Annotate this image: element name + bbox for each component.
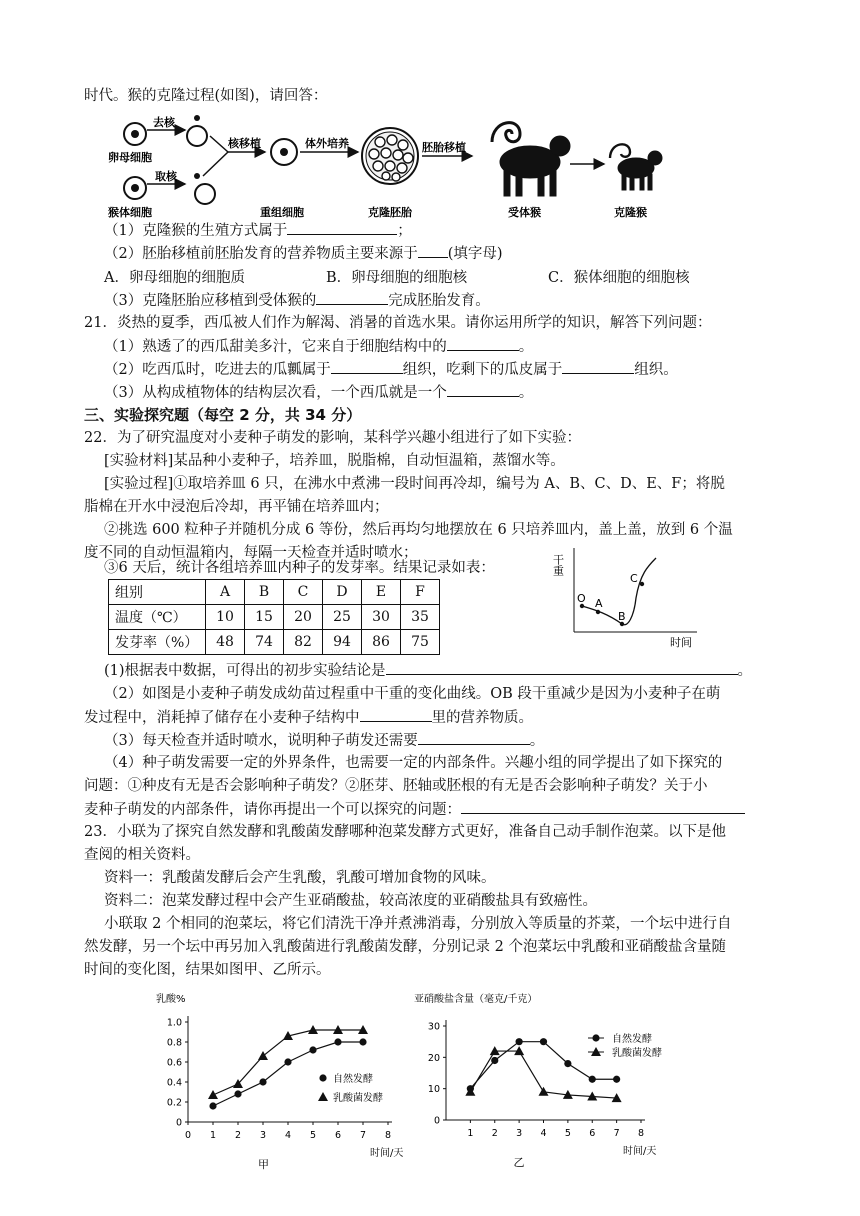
answer-blank[interactable] xyxy=(316,288,388,305)
data-point xyxy=(259,1078,266,1085)
reconstructed-cell-label: 重组细胞 xyxy=(260,206,304,219)
y-tick-label: 0 xyxy=(433,1115,440,1127)
legend-label: 自然发酵 xyxy=(333,1074,373,1085)
table-cell: 温度（℃） xyxy=(109,605,206,630)
x-tick-label: 5 xyxy=(309,1130,317,1141)
in-vitro-culture-label: 体外培养 xyxy=(305,137,349,150)
q22-s2: （2）如图是小麦种子萌发成幼苗过程重中干重的变化曲线。OB 段干重减少是因为小麦种子在萌 xyxy=(104,686,721,702)
x-tick-label: 3 xyxy=(259,1130,267,1141)
point-c-label: C xyxy=(630,572,638,585)
x-tick-label: 8 xyxy=(637,1128,645,1139)
x-tick-label: 5 xyxy=(564,1128,571,1139)
x-tick-label: 4 xyxy=(284,1130,292,1141)
table-cell: 30 xyxy=(362,605,401,630)
cloned-embryo-label: 克隆胚胎 xyxy=(368,206,412,219)
recipient-monkey-icon xyxy=(492,123,570,196)
y-tick-label: 0 xyxy=(175,1117,182,1129)
dry-weight-graph xyxy=(552,540,702,650)
answer-blank[interactable] xyxy=(386,658,738,675)
option-b[interactable]: B．卵母细胞的细胞核 xyxy=(326,270,468,286)
egg-cell-icon xyxy=(124,123,146,145)
q23-para-c: 时间的变化图，结果如图甲、乙所示。 xyxy=(84,962,331,978)
table-cell: 35 xyxy=(401,605,440,630)
q23-para: 小联取 2 个相同的泡菜坛，将它们清洗干净并煮沸消毒，分别放入等质量的芥菜，一个坛中进行自 xyxy=(104,916,732,932)
graph-xlabel: 时间 xyxy=(670,636,692,649)
data-point xyxy=(540,1038,547,1045)
answer-blank[interactable] xyxy=(447,334,519,351)
table-cell: 10 xyxy=(206,605,245,630)
chart-xlabel: 时间/天 xyxy=(370,1148,404,1159)
remove-nucleus-label: 去核 xyxy=(153,116,175,129)
q22-process3: ③6 天后，统计各组培养皿内种子的发芽率。结果记录如表： xyxy=(104,560,495,576)
q22-process2b: 度不同的自动恒温箱内，每隔一天检查并适时喷水； xyxy=(84,545,418,561)
q21-s2: （2）吃西瓜时，吃进去的瓜瓤属于 组织，吃剩下的瓜皮属于 组织。 xyxy=(104,357,804,382)
point-o-label: O xyxy=(577,592,586,605)
table-row xyxy=(109,630,440,655)
answer-blank[interactable] xyxy=(418,241,448,258)
q22-process2: ②挑选 600 粒种子并随机分成 6 等份，然后再均匀地摆放在 6 只培养皿内，盖上盖，放到 6 个温 xyxy=(104,522,733,538)
table-cell: F xyxy=(401,580,440,605)
enucleated-egg-icon xyxy=(187,126,207,146)
data-point xyxy=(284,1058,291,1065)
q23-para-b: 然发酵，另一个坛中再另加入乳酸菌进行乳酸菌发酵，分别记录 2 个泡菜坛中乳酸和亚硝酸盐含量随 xyxy=(84,939,726,955)
data-point xyxy=(309,1046,316,1053)
clone-diagram xyxy=(100,112,700,218)
data-point xyxy=(334,1038,341,1045)
data-point xyxy=(359,1038,366,1045)
q22-stem: 22．为了研究温度对小麦种子萌发的影响，某科学兴趣小组进行了如下实验： xyxy=(84,430,581,446)
table-cell: 组别 xyxy=(109,580,206,605)
q22-s2b: 发过程中，消耗掉了储存在小麦种子结构中 里的营养物质。 xyxy=(84,705,784,730)
germination-table xyxy=(108,579,440,655)
q20-options xyxy=(104,266,784,287)
x-tick-label: 1 xyxy=(467,1128,474,1139)
data-point xyxy=(516,1038,523,1045)
table-cell: E xyxy=(362,580,401,605)
table-cell: 82 xyxy=(284,630,323,655)
chart-caption: 乙 xyxy=(513,1156,525,1169)
q22-s3: （3）每天检查并适时喷水，说明种子萌发还需要 。 xyxy=(104,728,804,753)
data-point xyxy=(258,1051,268,1060)
x-tick-label: 6 xyxy=(589,1128,596,1139)
q22-process1b: 脂棉在开水中浸泡后冷却，再平铺在培养皿内； xyxy=(84,499,389,515)
table-cell: D xyxy=(323,580,362,605)
q22-s4: （4）种子萌发需要一定的外界条件，也需要一定的内部条件。兴趣小组的同学提出了如下探究的 xyxy=(104,755,723,771)
chart-ylabel: 亚硝酸盐含量（毫克/千克） xyxy=(414,994,538,1005)
removed-nucleus-dot xyxy=(194,115,200,121)
x-tick-label: 3 xyxy=(516,1128,523,1139)
answer-blank[interactable] xyxy=(287,218,397,235)
q22-s4b: 问题：①种皮有无是否会影响种子萌发？②胚芽、胚轴或胚根的有无是否会影响种子萌发？关于小 xyxy=(84,778,708,794)
data-point xyxy=(589,1076,596,1083)
x-tick-label: 7 xyxy=(613,1128,620,1139)
q21-s3: （3）从构成植物体的结构层次看，一个西瓜就是一个 。 xyxy=(104,380,804,405)
option-a[interactable]: A．卵母细胞的细胞质 xyxy=(104,270,245,286)
q22-s1: (1)根据表中数据，可得出的初步实验结论是 。 xyxy=(104,658,804,683)
q22-process1: [实验过程]①取培养皿 6 只，在沸水中煮沸一段时间再冷却，编号为 A、B、C、D、E、F；将脱 xyxy=(104,476,725,492)
answer-blank[interactable] xyxy=(360,705,432,722)
chart-xlabel: 时间/天 xyxy=(623,1146,657,1157)
legend-label: 乳酸菌发酵 xyxy=(333,1093,383,1104)
taken-nucleus-dot xyxy=(194,173,200,179)
legend-marker xyxy=(319,1074,326,1081)
point-a-label: A xyxy=(595,597,603,610)
answer-blank[interactable] xyxy=(562,357,634,374)
table-cell: B xyxy=(245,580,284,605)
table-cell: 25 xyxy=(323,605,362,630)
egg-cell-label: 卵母细胞 xyxy=(108,151,152,164)
table-cell: A xyxy=(206,580,245,605)
cloned-monkey-label: 克隆猴 xyxy=(614,206,647,219)
cloned-monkey-icon xyxy=(610,144,662,190)
data-point xyxy=(539,1087,549,1096)
y-tick-label: 30 xyxy=(427,1021,440,1033)
y-tick-label: 0.4 xyxy=(166,1077,182,1089)
table-cell: 20 xyxy=(284,605,323,630)
q23-data2: 资料二：泡菜发酵过程中会产生亚硝酸盐，较高浓度的亚硝酸盐具有致癌性。 xyxy=(104,893,597,909)
answer-blank[interactable] xyxy=(447,380,519,397)
legend-marker xyxy=(318,1092,328,1101)
table-cell: 发芽率（%） xyxy=(109,630,206,655)
data-point xyxy=(209,1102,216,1109)
nuclear-transfer-label: 核移植 xyxy=(228,137,261,150)
answer-blank[interactable] xyxy=(331,357,403,374)
data-point xyxy=(564,1060,571,1067)
y-tick-label: 1.0 xyxy=(166,1017,182,1029)
point-b-label: B xyxy=(618,610,626,623)
q21-s1: （1）熟透了的西瓜甜美多汁，它来自于细胞结构中的 。 xyxy=(104,334,804,359)
y-tick-label: 20 xyxy=(427,1052,440,1064)
q20-s2: （2）胚胎移植前胚胎发育的营养物质主要来源于 (填字母) xyxy=(104,241,804,266)
x-tick-label: 2 xyxy=(491,1128,498,1139)
cloned-embryo-icon xyxy=(362,128,418,184)
x-tick-label: 0 xyxy=(184,1130,192,1141)
y-tick-label: 0.2 xyxy=(166,1097,182,1109)
table-cell: 74 xyxy=(245,630,284,655)
table-row xyxy=(109,605,440,630)
reconstructed-cell-icon xyxy=(271,139,297,165)
y-tick-label: 0.8 xyxy=(166,1037,182,1049)
x-tick-label: 6 xyxy=(334,1130,342,1141)
recipient-monkey-label: 受体猴 xyxy=(508,206,541,219)
lactic-acid-chart xyxy=(150,990,404,1171)
nitrite-chart xyxy=(414,990,670,1170)
y-tick-label: 0.6 xyxy=(166,1057,182,1069)
body-cell-icon xyxy=(124,177,146,199)
body-cell-remnant-icon xyxy=(195,184,215,204)
q21-stem: 21．炎热的夏季，西瓜被人们作为解渴、消暑的首选水果。请你运用所学的知识，解答下列问题： xyxy=(84,315,712,331)
table-cell: C xyxy=(284,580,323,605)
chart-ylabel: 乳酸% xyxy=(156,994,186,1005)
chart-caption: 甲 xyxy=(258,1158,269,1171)
table-cell: 48 xyxy=(206,630,245,655)
monkey-cell-label: 猴体细胞 xyxy=(108,206,152,219)
option-c[interactable]: C．猴体细胞的细胞核 xyxy=(548,270,690,286)
q22-materials: [实验材料]某品种小麦种子，培养皿，脱脂棉，自动恒温箱，蒸馏水等。 xyxy=(104,453,565,469)
q23-data1: 资料一：乳酸菌发酵后会产生乳酸，乳酸可增加食物的风味。 xyxy=(104,870,496,886)
table-cell: 94 xyxy=(323,630,362,655)
x-tick-label: 1 xyxy=(209,1130,217,1141)
table-cell: 15 xyxy=(245,605,284,630)
q20-s3: （3）克隆胚胎应移植到受体猴的 完成胚胎发育。 xyxy=(104,288,804,313)
q23-stem: 23．小联为了探究自然发酵和乳酸菌发酵哪种泡菜发酵方式更好，准备自己动手制作泡菜。以下是他 xyxy=(84,824,726,840)
q22-s4c: 麦种子萌发的内部条件，请你再提出一个可以探究的问题： xyxy=(84,797,784,822)
y-tick-label: 10 xyxy=(427,1084,440,1096)
answer-blank[interactable] xyxy=(418,728,530,745)
q20-s1: （1）克隆猴的生殖方式属于 ； xyxy=(104,218,804,243)
x-tick-label: 8 xyxy=(384,1130,392,1141)
legend-label: 乳酸菌发酵 xyxy=(612,1048,662,1059)
q23-stem-b: 查阅的相关资料。 xyxy=(84,847,200,863)
embryo-transfer-label: 胚胎移植 xyxy=(422,141,466,154)
answer-blank[interactable] xyxy=(461,797,745,814)
graph-ylabel: 干重 xyxy=(551,554,565,576)
x-tick-label: 2 xyxy=(234,1130,242,1141)
data-point xyxy=(234,1090,241,1097)
take-nucleus-label: 取核 xyxy=(155,170,177,183)
section-3-heading: 三、实验探究题（每空 2 分，共 34 分） xyxy=(84,406,362,424)
intro-text: 时代。猴的克隆过程(如图)，请回答： xyxy=(84,88,328,104)
x-tick-label: 7 xyxy=(359,1130,367,1141)
x-tick-label: 4 xyxy=(540,1128,547,1139)
legend-label: 自然发酵 xyxy=(612,1034,652,1045)
table-cell: 86 xyxy=(362,630,401,655)
data-point xyxy=(613,1076,620,1083)
data-point xyxy=(208,1090,218,1099)
table-row xyxy=(109,580,440,605)
table-cell: 75 xyxy=(401,630,440,655)
data-point xyxy=(491,1057,498,1064)
